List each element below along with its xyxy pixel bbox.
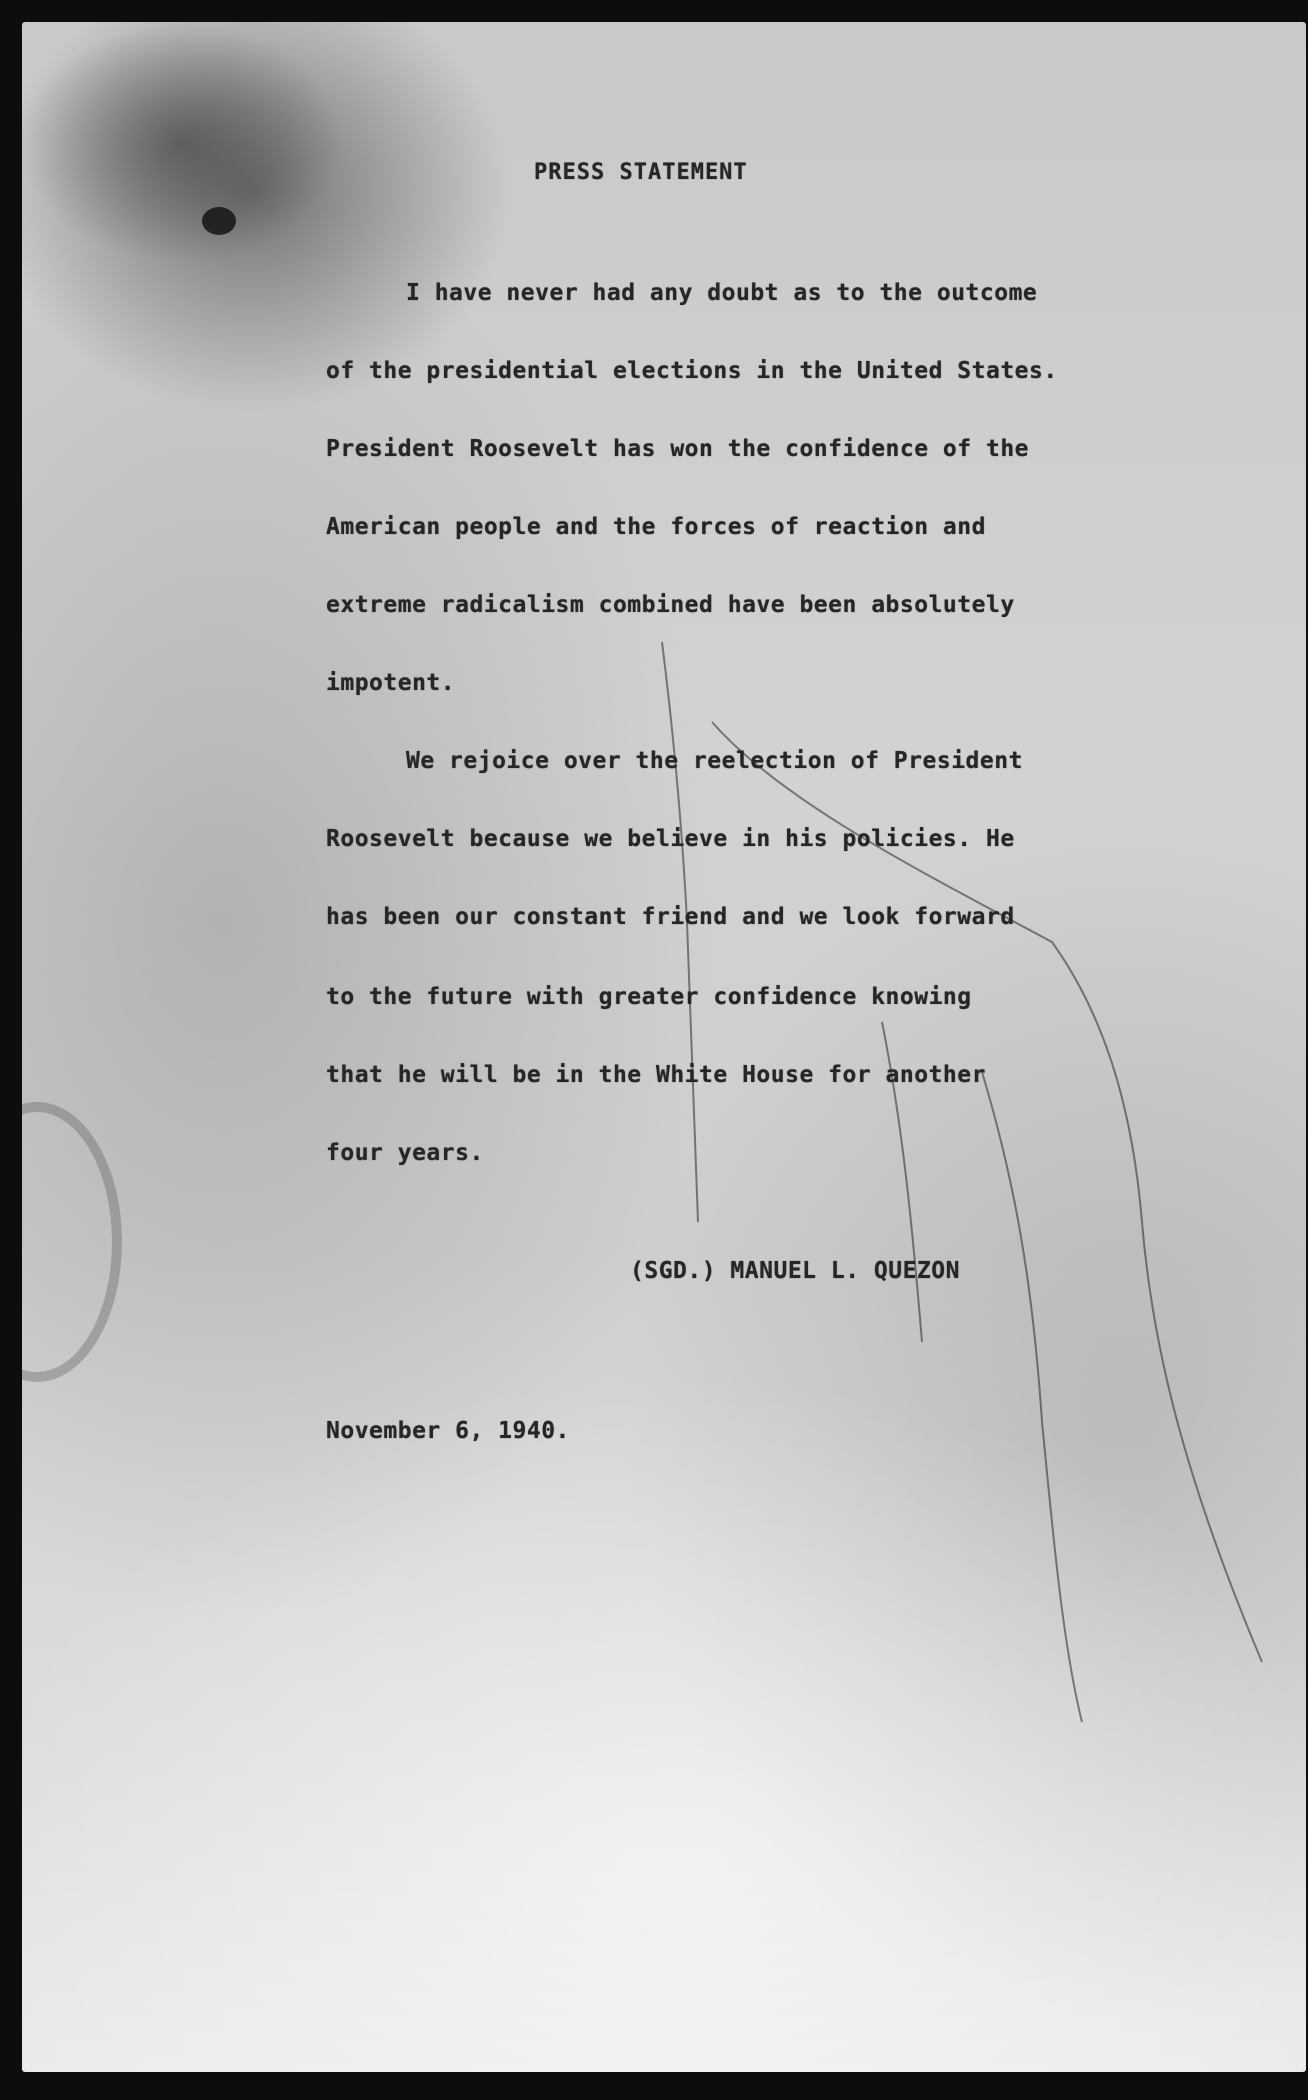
paragraph2-line1: We rejoice over the reelection of President: [406, 748, 1023, 774]
paragraph2-line4: to the future with greater confidence knowing: [326, 984, 972, 1010]
paragraph1-line1: I have never had any doubt as to the outcome: [406, 280, 1038, 306]
document-date: November 6, 1940.: [326, 1418, 570, 1444]
document-title: PRESS STATEMENT: [534, 160, 748, 185]
paragraph1-line5: extreme radicalism combined have been absolutely: [326, 592, 1015, 618]
paragraph1-line6: impotent.: [326, 670, 456, 696]
paragraph2-line3: has been our constant friend and we look forward: [326, 904, 1015, 930]
document-page: [22, 22, 1306, 2072]
paragraph2-line6: four years.: [326, 1140, 484, 1166]
paragraph2-line2: Roosevelt because we believe in his policies. He: [326, 826, 1015, 852]
paper-creases: [22, 22, 1306, 2072]
paragraph1-line3: President Roosevelt has won the confidence of the: [326, 436, 1030, 462]
paragraph1-line2: of the presidential elections in the United States.: [326, 358, 1058, 384]
paragraph2-line5: that he will be in the White House for another: [326, 1062, 986, 1088]
paragraph1-line4: American people and the forces of reaction and: [326, 514, 986, 540]
signature-line: (SGD.) MANUEL L. QUEZON: [630, 1258, 960, 1284]
